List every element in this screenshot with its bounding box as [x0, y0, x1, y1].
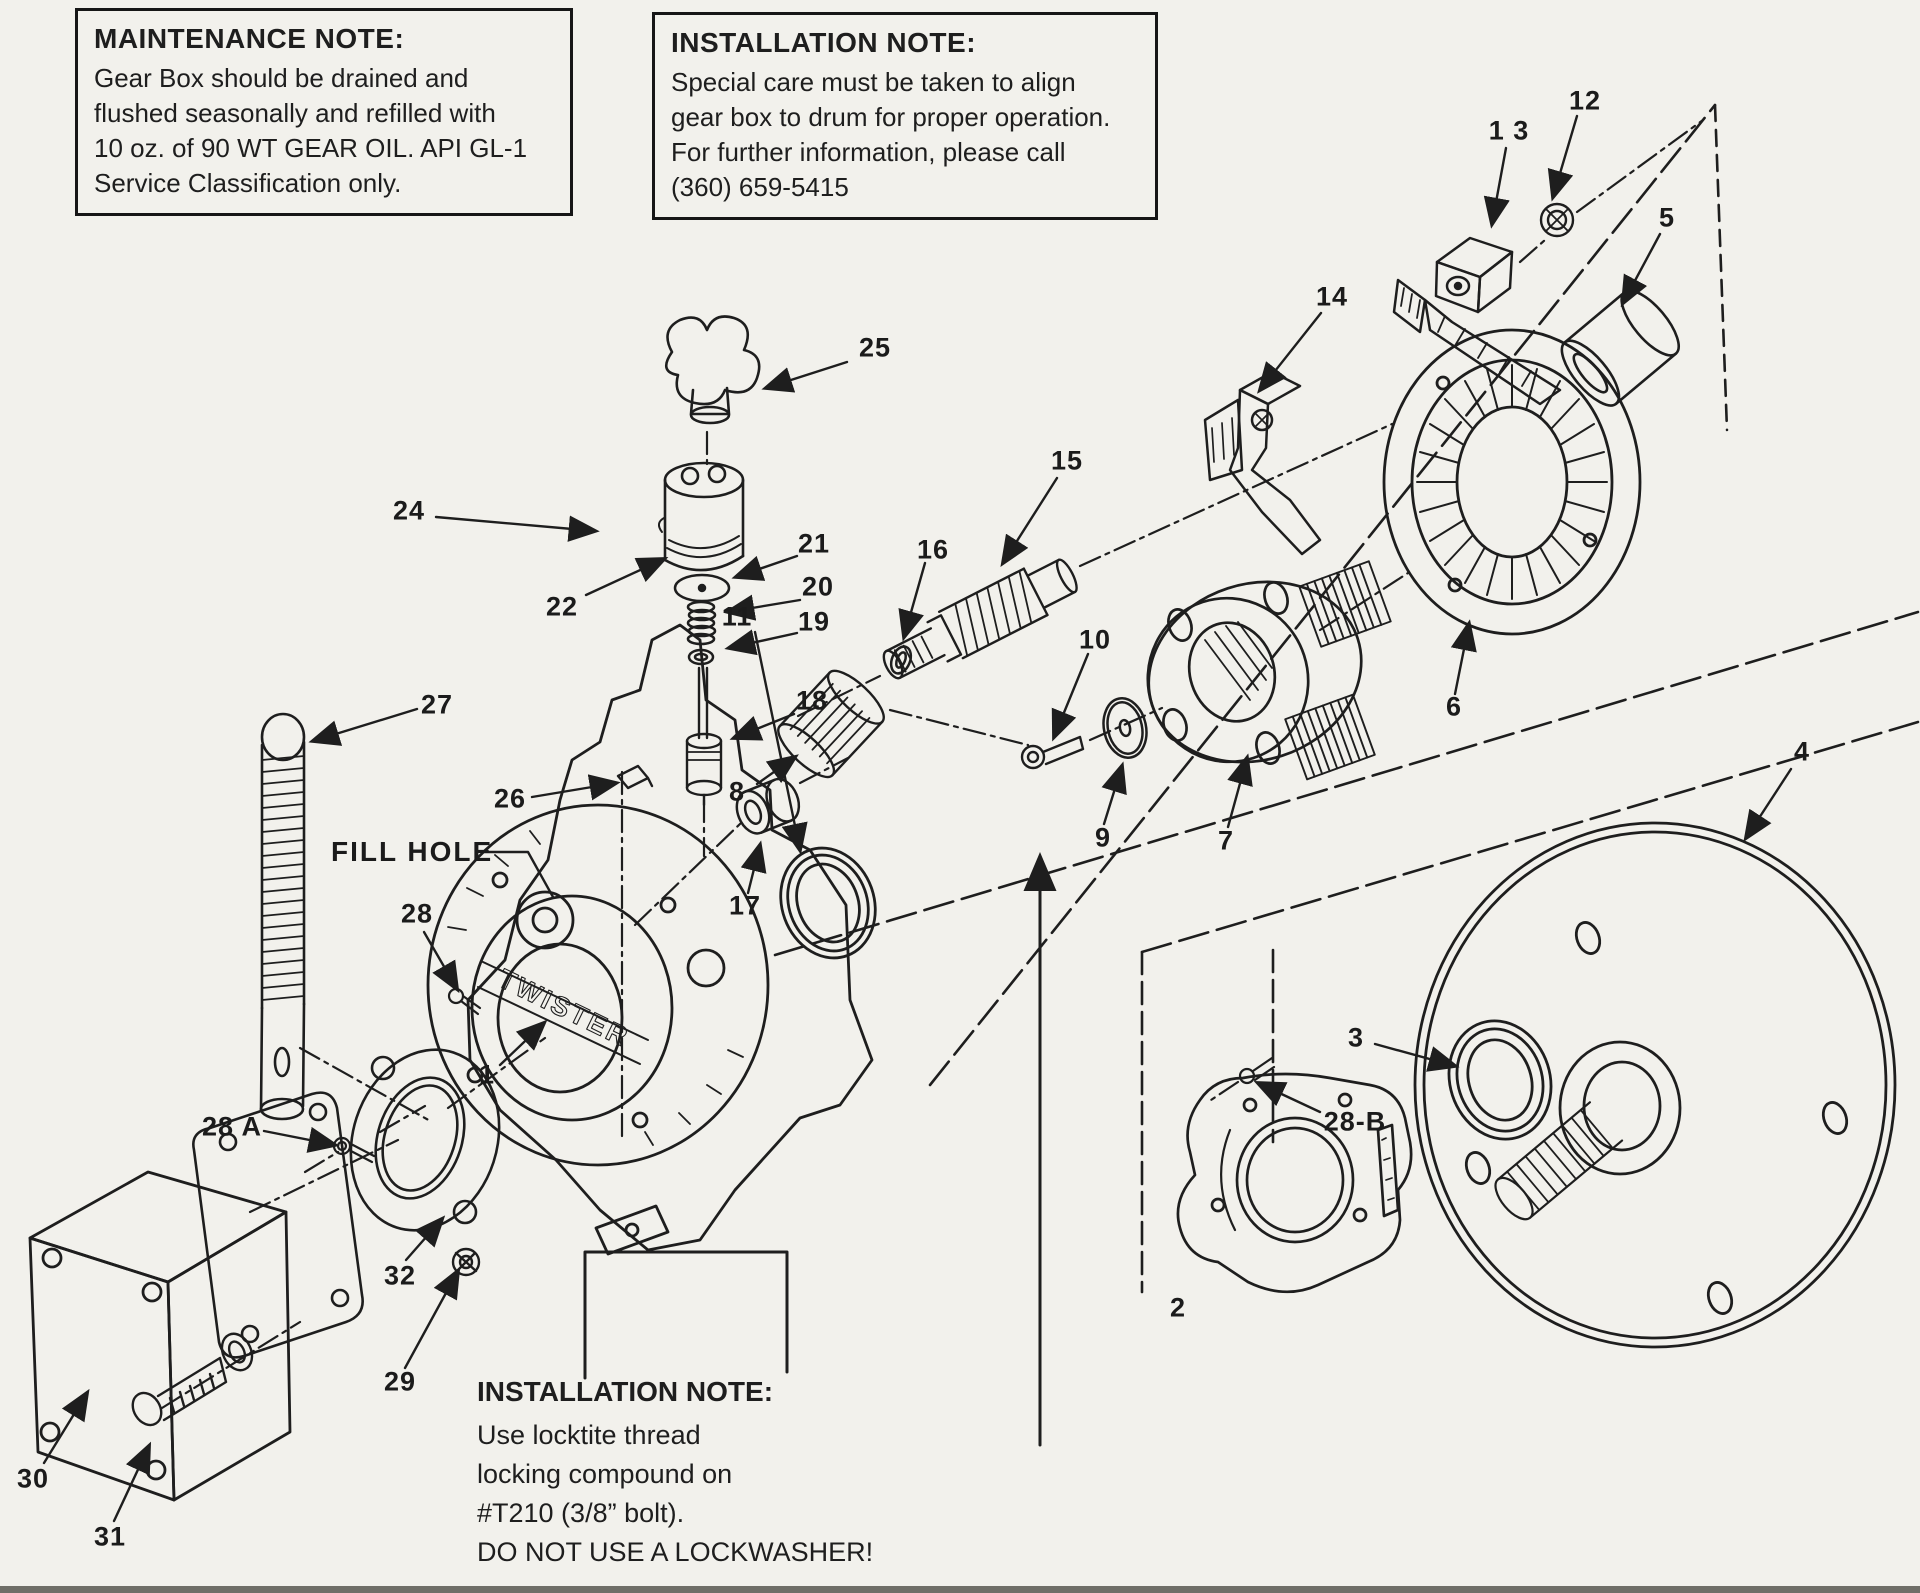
shift-rod-27 [261, 714, 304, 1119]
callout-8: 8 [728, 776, 746, 807]
drum-flange-4 [1415, 823, 1895, 1347]
fill-hole-label: FILL HOLE [331, 836, 494, 867]
planet-gear-teeth-bottom [1285, 695, 1375, 780]
callout-9: 9 [1094, 822, 1112, 853]
nut-12 [1541, 204, 1573, 236]
maintenance-note-line: Gear Box should be drained and [94, 63, 469, 93]
callout-2: 2 [1169, 1292, 1187, 1323]
callout-20: 20 [801, 571, 835, 602]
callout-26: 26 [493, 783, 527, 814]
callout-19: 19 [797, 606, 831, 637]
callout-25: 25 [858, 332, 892, 363]
callout-28A: 28 A [201, 1111, 263, 1142]
callout-13: 1 3 [1488, 115, 1530, 146]
callout-3: 3 [1347, 1022, 1365, 1053]
callout-6: 6 [1445, 691, 1463, 722]
scan-edge-shadow [0, 1586, 1920, 1593]
planet-gear-teeth-top [1299, 561, 1390, 646]
callout-11: 11 [721, 601, 753, 632]
installation-note-bottom-line: DO NOT USE A LOCKWASHER! [477, 1537, 874, 1567]
callout-28B: 28-B [1323, 1106, 1387, 1137]
installation-note-bottom-line: locking compound on [477, 1459, 733, 1489]
installation-note-bottom-line: #T210 (3/8” bolt). [477, 1498, 685, 1528]
installation-note-bottom [477, 1376, 897, 1572]
callout-32: 32 [383, 1260, 417, 1291]
note-leader-bracket [585, 858, 1040, 1445]
callout-24: 24 [392, 495, 426, 526]
maintenance-note-line: 10 oz. of 90 WT GEAR OIL. API GL-1 [94, 133, 528, 163]
knob-25 [666, 317, 759, 424]
maintenance-note-title: MAINTENANCE NOTE: [94, 23, 405, 54]
screw-28B [1240, 1058, 1274, 1083]
spring-20 [688, 602, 715, 644]
hydraulic-motor-30 [30, 1172, 290, 1500]
leader-arrows [44, 116, 1791, 1521]
callout-10: 10 [1078, 624, 1112, 655]
callout-28: 28 [400, 898, 434, 929]
installation-note-bottom-line: Use locktite thread [477, 1420, 701, 1450]
pawl-14 [1205, 372, 1320, 554]
splined-coupling-8 [771, 663, 891, 785]
callout-15: 15 [1050, 445, 1084, 476]
installation-note-line: gear box to drum for proper operation. [671, 102, 1111, 132]
callout-30: 30 [16, 1463, 50, 1494]
installation-note-line: (360) 659-5415 [671, 172, 849, 202]
callout-18: 18 [795, 685, 829, 716]
callout-4: 4 [1793, 736, 1811, 767]
callout-7: 7 [1217, 825, 1235, 856]
valve-body-24-22 [659, 463, 743, 570]
installation-note-line: Special care must be taken to align [671, 67, 1076, 97]
housing-brand-text: TWISTER [493, 963, 635, 1053]
callout-31: 31 [93, 1521, 127, 1552]
callout-29: 29 [383, 1366, 417, 1397]
callout-16: 16 [916, 534, 950, 565]
installation-note-line: For further information, please call [671, 137, 1066, 167]
maintenance-note-box [75, 8, 573, 216]
centerlines [162, 120, 1703, 1408]
screw-28A [334, 1138, 374, 1162]
maintenance-note-line: Service Classification only. [94, 168, 402, 198]
internal-teeth [1417, 365, 1607, 599]
callout-14: 14 [1315, 281, 1349, 312]
motor-bolt-31 [127, 1329, 258, 1430]
planet-carrier-7 [1125, 555, 1391, 789]
maintenance-note-line: flushed seasonally and refilled with [94, 98, 496, 128]
callout-12: 12 [1568, 85, 1602, 116]
bolt-10 [1022, 737, 1083, 768]
installation-note-bottom-title: INSTALLATION NOTE: [477, 1376, 774, 1407]
callout-5: 5 [1658, 202, 1676, 233]
callout-1: 1 [478, 1059, 496, 1090]
callout-17: 17 [728, 890, 762, 921]
washer-21 [675, 575, 729, 601]
installation-note-box [652, 12, 1158, 220]
callout-27: 27 [420, 689, 454, 720]
installation-note-title: INSTALLATION NOTE: [671, 27, 977, 58]
callout-22: 22 [545, 591, 579, 622]
callout-21: 21 [797, 528, 831, 559]
thrust-washer-9 [1098, 694, 1152, 761]
seal-3 [1434, 1007, 1566, 1152]
